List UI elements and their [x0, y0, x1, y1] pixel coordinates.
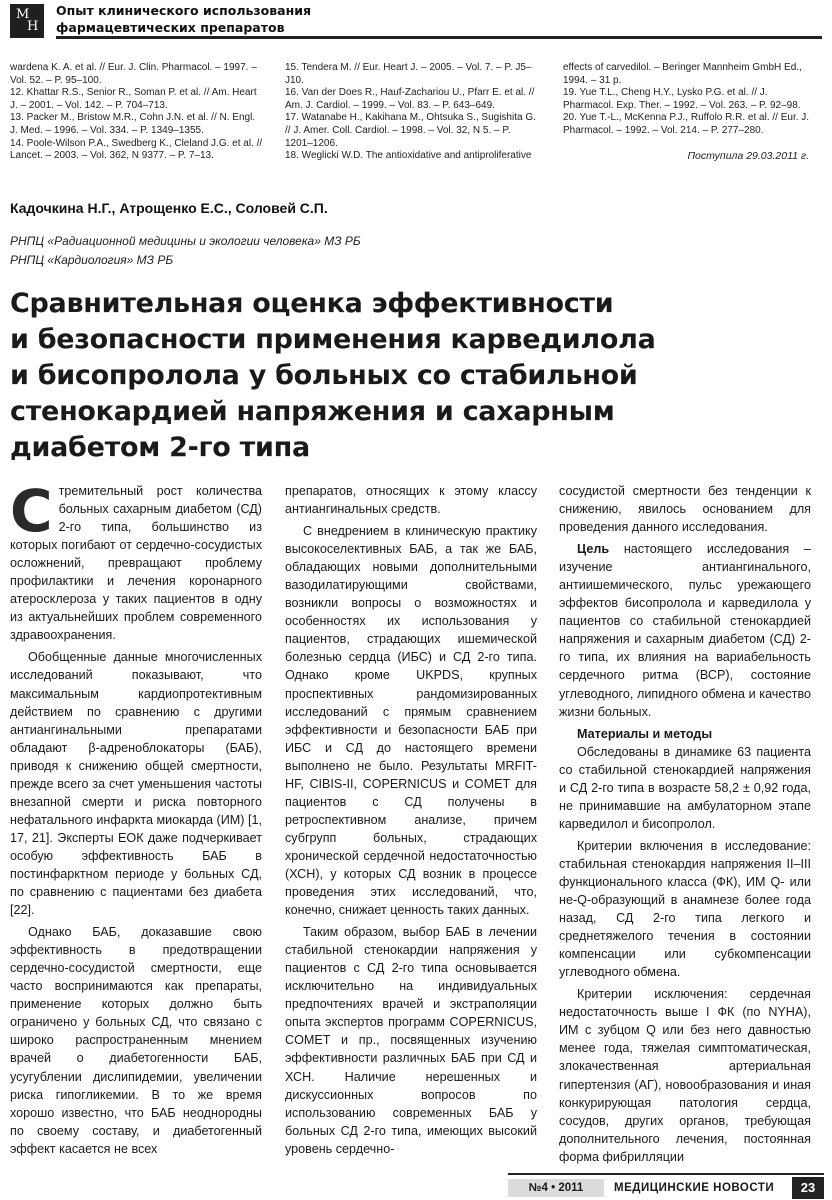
affiliation-line: РНПЦ «Радиационной медицины и экологии человека» МЗ РБ: [10, 234, 361, 248]
intro-paragraph: [10, 477, 262, 644]
references-column-2: [285, 62, 539, 163]
body-paragraph: Обследованы в динамике 63 пациента со стабильной стенокардией напряжения и СД 2-го типа в возрасте 58,2 ± 0,92 года, не принимавшие на амбулаторном этапе карведилол и бисопролол.: [559, 744, 811, 831]
body-paragraph: Однако БАБ, доказавшие свою эффективность в предотвращении сердечно-сосудистой смертности, еще часто воспринимаются как препараты, применение которых должно быть ограничено у больных СД, что связано с широко распространенным мнением врачей о диабетогенности БАБ, усугублении дислипидемии, увеличении риска гипогликемии. В то же время хорошо известно, что БАБ неоднородны по своему составу, и диабетогенный эффект касается не всех: [10, 925, 262, 1156]
logo-letter-bottom: Н: [27, 19, 39, 34]
aim-text: настоящего исследования – изучение антиангинального, антиишемического, пульс урежающего эффектов бисопролола и карведилола у пациентов со стабильной стенокардией напряжения и сахарным диабетом (СД) 2-го типа, их влияния на вариабельность сердечного ритма (ВСР), состояние углеводного, липидного обмена и качество жизни больных.: [559, 542, 811, 719]
title-line: Сравнительная оценка эффективности: [10, 288, 614, 319]
body-column-3: [559, 482, 811, 1166]
logo-letter-top: М: [16, 7, 30, 22]
affiliation-line: РНПЦ «Кардиология» МЗ РБ: [10, 253, 174, 267]
intro-text: тремительный рост количества больных сахарным диабетом (СД) 2-го типа, большинство из которых погибают от сердечно-сосудистых осложнений, превращают проблему профилактики и лечения коронарного атеросклероза у таких пациентов в одну из актуальнейших проблем современного здравоохранения.: [10, 484, 262, 643]
reference-item: 20. Yue T.-L., McKenna P.J., Ruffolo R.R. et al. // Eur. J. Pharmacol. – 1992. – Vol. 214. – P. 277–280.: [563, 112, 810, 136]
reference-item: 17. Watanabe H., Kakihana M., Ohtsuka S., Sugishita G. // J. Amer. Coll. Cardiol. – 1998. – Vol. 32, N 5. – P. 1201–1206.: [285, 112, 536, 149]
body-paragraph: препаратов, относящих к этому классу антиангинальных средств.: [285, 484, 537, 517]
title-line: и бисопролола у больных со стабильной: [10, 360, 638, 391]
reference-item: wardena K. A. et al. // Eur. J. Clin. Pharmacol. – 1997. – Vol. 52. – P. 95–100.: [10, 62, 257, 86]
references-column-1: [10, 62, 264, 163]
received-date: Поступила 29.03.2011 г.: [687, 150, 809, 162]
reference-item: 19. Yue T.L., Cheng H.Y., Lysko P.G. et al. // J. Pharmacol. Exp. Ther. – 1992. – Vol. 263. – P. 92–98.: [563, 87, 801, 111]
aim-label: Цель: [577, 542, 610, 557]
body-paragraph: сосудистой смертности без тенденции к снижению, явилось основанием для проведения данного исследования.: [559, 484, 811, 535]
section-title: [56, 2, 576, 36]
journal-logo: [10, 4, 44, 38]
body-paragraph: Критерии включения в исследование: стабильная стенокардия напряжения II–III функционального класса (ФК), ИМ Q- или не-Q-образующий в анамнезе более года назад, СД 2-го типа легкого и среднетяжелого течения в состоянии компенсации или субкомпенсации углеводного обмена.: [559, 838, 811, 980]
article-authors: Кадочкина Н.Г., Атрощенко Е.С., Соловей С.П.: [10, 200, 328, 216]
title-line: и безопасности применения карведилола: [10, 324, 656, 355]
header-rule: [56, 36, 822, 39]
page-number: 23: [792, 1177, 824, 1199]
aim-paragraph: [559, 540, 811, 720]
body-column-2: [285, 482, 537, 1158]
issue-number: №4 • 2011: [508, 1179, 604, 1197]
reference-item: 18. Weglicki W.D. The antioxidative and antiproliferative: [285, 150, 532, 162]
body-paragraph: Критерии исключения: сердечная недостаточность выше I ФК (по NYHA), ИМ с зубцом Q или без него давностью менее года, тяжелая симптоматическая, злокачественная артериальная гипертензия (АГ), новообразования и иная конкурирующая патология сердца, сосудов, других органов, требующая дополнительного лечения, постоянная форма фибрилляции: [559, 987, 811, 1164]
article-title: [10, 286, 820, 466]
reference-item: 15. Tendera M. // Eur. Heart J. – 2005. – Vol. 7. – P. J5–J10.: [285, 62, 532, 86]
reference-item: 14. Poole-Wilson P.A., Swedberg K., Cleland J.G. et al. // Lancet. – 2003. – Vol. 362, N 9377. – P. 7–13.: [10, 137, 263, 162]
references-column-3: [563, 62, 813, 138]
reference-item: effects of carvedilol. – Beringer Mannheim GmbH Ed., 1994. – 31 p.: [563, 62, 802, 86]
reference-item: 16. Van der Does R., Hauf-Zachariou U., Pfarr E. et al. // Am. J. Cardiol. – 1999. – Vol. 83. – P. 643–649.: [285, 87, 535, 111]
methods-heading: Материалы и методы: [577, 726, 713, 741]
page-footer: [508, 1173, 824, 1197]
title-line: стенокардией напряжения и сахарным: [10, 396, 615, 427]
title-line: диабетом 2-го типа: [10, 432, 310, 463]
journal-name: МЕДИЦИНСКИЕ НОВОСТИ: [614, 1182, 775, 1194]
body-paragraph: С внедрением в клиническую практику высокоселективных БАБ, а так же БАБ, обладающих новыми дополнительными вазодилатирующими свойствами, возникли вопросы о возможностях и особенностях их использования у пациентов, страдающих ишемической болезнью сердца (ИБС) и СД 2-го типа. Однако кроме UKPDS, крупных проспективных рандомизированных исследований с прямым сравнением эффективности и безопасности БАБ при ИБС и СД до настоящего времени выполнено не было. Результаты MRFIT-НF, CIBIS-II, COPERNICUS и COMET для пациентов с СД получены в ретроспективном анализе, причем субгрупп больных, страдающих хронической сердечной недостаточностью (ХСН), у которых СД возник в процессе проведения этих исследований, что, конечно, снижает ценность таких данных.: [285, 524, 537, 918]
body-paragraph: Обобщенные данные многочисленных исследований показывают, что максимальным кардиопротективным действием по сравнению с другими антиангинальными препаратами обладают β-адреноблокаторы (БАБ), приводя к снижению общей смертности, прежде всего за счет уменьшения частоты внезапной смерти и риска повторного нефатального инфаркта миокарда (ИМ) [1, 17, 21]. Эксперты ЕОК даже подчеркивает особую эффективность БАБ в постинфарктном периоде у больных СД, по сравнению с пациентами без диабета [22].: [10, 650, 262, 918]
affiliations: [10, 232, 361, 270]
drop-cap: С: [10, 477, 53, 545]
section-title-line-1: Опыт клинического использования: [56, 3, 312, 18]
section-title-line-2: фармацевтических препаратов: [56, 20, 285, 35]
body-column-1: [10, 477, 262, 1158]
reference-item: 12. Khattar R.S., Senior R., Soman P. et al. // Am. Heart J. – 2001. – Vol. 142. – P. 704–713.: [10, 87, 257, 111]
body-paragraph: Таким образом, выбор БАБ в лечении стабильной стенокардии напряжения у пациентов с СД 2-го типа основывается исключительно на индивидуальных предпочтениях врачей и экстраполяции опыта экспертов программ COPERNICUS, COMET и пр., посвященных изучению эффективности различных БАБ при СД и ХСН. Наличие нерешенных и дискуссионных вопросов по использованию современных БАБ у больных СД 2-го типа, имеющих высокий уровень сердечно-: [285, 925, 537, 1156]
reference-item: 13. Packer M., Bristow M.R., Cohn J.N. et al. // N. Engl. J. Med. – 1996. – Vol. 334. – P. 1349–1355.: [10, 112, 256, 136]
